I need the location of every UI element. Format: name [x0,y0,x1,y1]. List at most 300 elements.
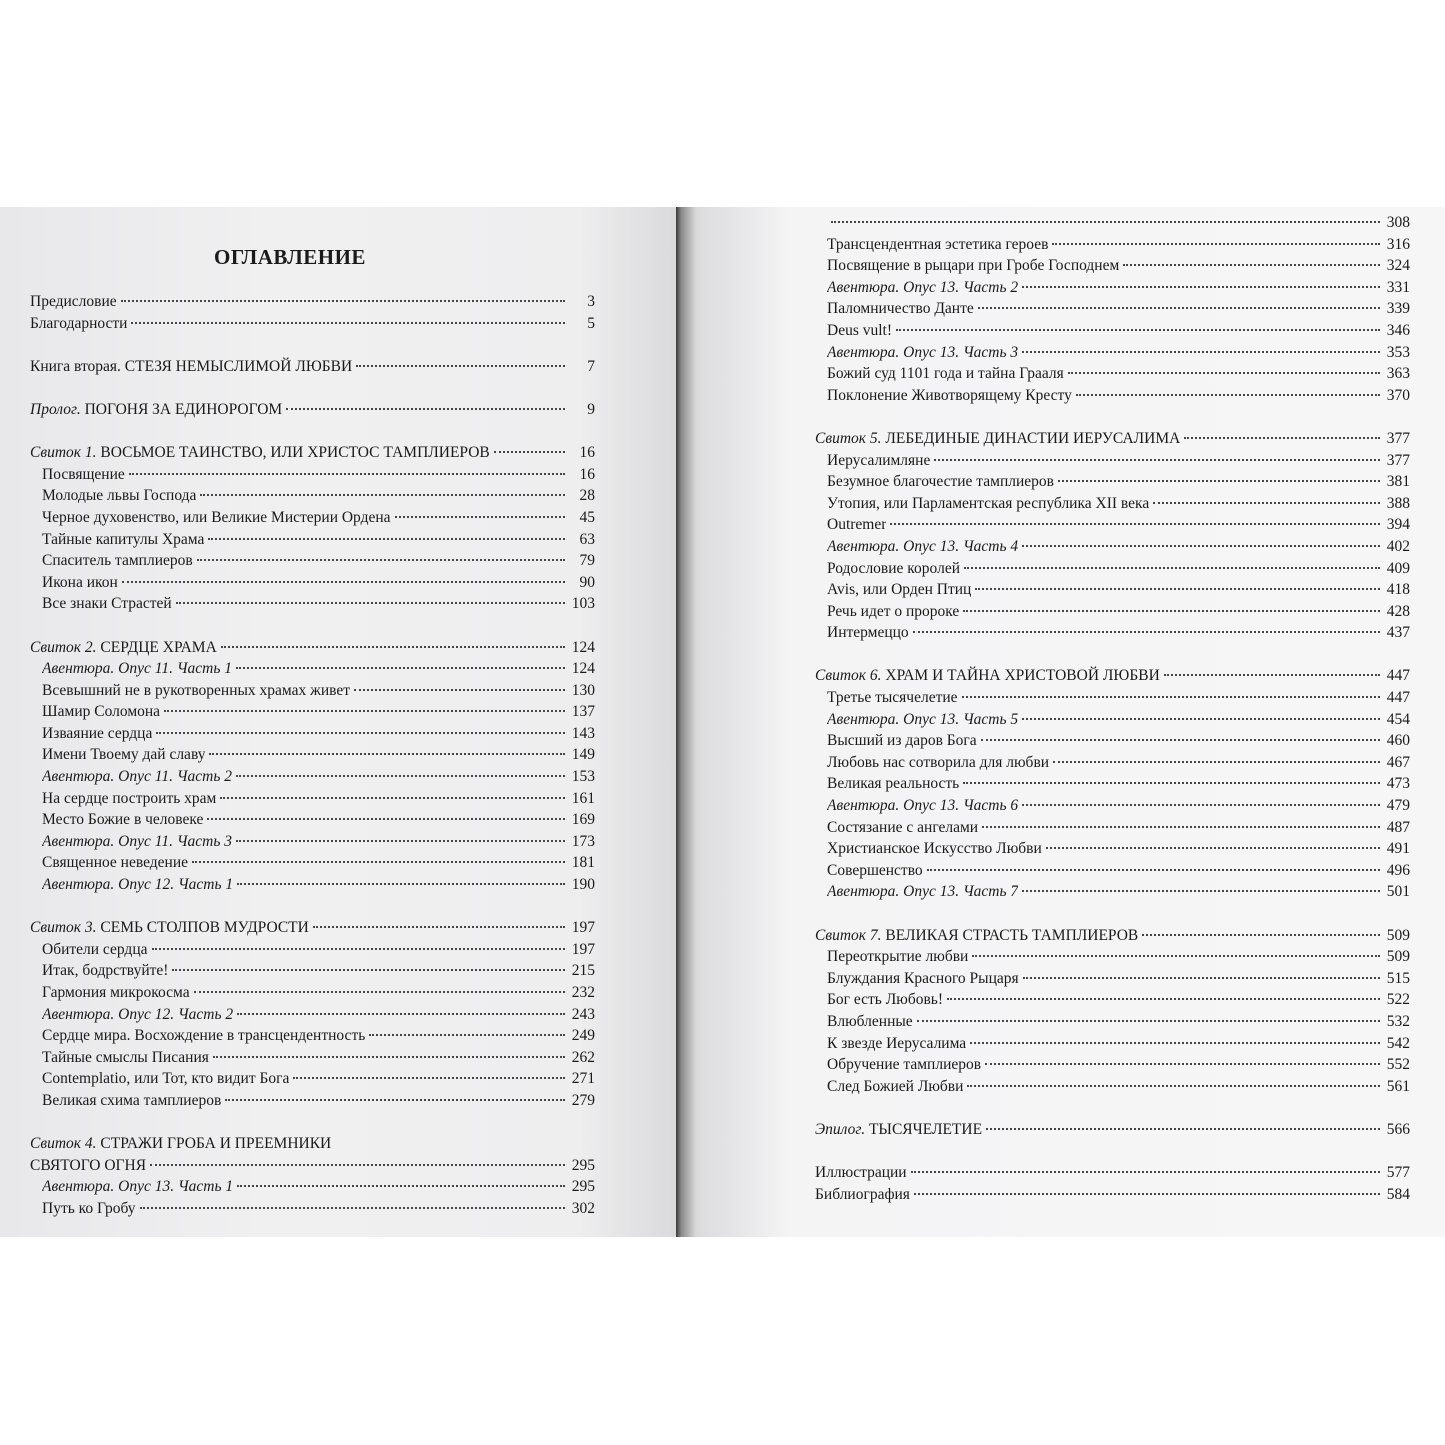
toc-entry-label [827,860,923,882]
dot-leader [911,1161,1380,1173]
toc-entry-text: Deus vult! [827,321,893,339]
toc-entry [30,529,595,551]
toc-entry [815,968,1410,990]
toc-entry [30,1004,595,1026]
toc-entry-text: СЕРДЦЕ ХРАМА [96,638,217,656]
toc-entry-label [827,1076,963,1098]
toc-entry-label [827,968,1019,990]
toc-entry-text: Любовь нас сотворила для любви [827,753,1050,771]
toc-entry [30,939,595,961]
toc-entry [815,665,1410,687]
toc-entry [30,442,595,464]
toc-entry [815,363,1410,385]
toc-entry-text: Интермеццо [827,624,909,642]
toc-entry-page: 370 [1386,386,1410,404]
toc-entry-page: 515 [1386,969,1410,987]
toc-entry-page: 9 [587,400,595,418]
toc-entry [815,514,1410,536]
toc-entry-label [30,1155,146,1177]
toc-entry-prefix: Свиток 4. [30,1135,97,1153]
toc-entry [815,925,1410,947]
toc-entry-label [42,572,118,594]
toc-entry-label [42,1025,365,1047]
toc-entry-text: Авентюра. Опус 13. Часть 4 [827,537,1019,555]
toc-entry-page: 377 [1386,451,1410,469]
toc-entry-label [827,255,1119,277]
toc-entry-text: Авентюра. Опус 13. Часть 7 [827,883,1019,901]
dot-leader [978,297,1380,309]
dot-leader [494,441,565,453]
toc-entry-page: 394 [1386,516,1410,534]
toc-entry-page: 243 [571,1005,595,1023]
toc-title: ОГЛАВЛЕНИЕ [214,245,366,269]
toc-entry-text: Авентюра. Опус 13. Часть 5 [827,710,1019,728]
toc-entry-page: 16 [579,444,595,462]
toc-entry-text: Все знаки Страстей [42,595,172,613]
toc-entry-label [42,1047,209,1069]
toc-entry-text: ВОСЬМОЕ ТАИНСТВО, ИЛИ ХРИСТОС ТАМПЛИЕРОВ [96,444,490,462]
toc-entry-page: 339 [1386,300,1410,318]
toc-entry-text: ТЫСЯЧЕЛЕТИЕ [865,1120,983,1138]
toc-entry-text: Имени Твоему дай славу [42,746,206,764]
toc-entry-label [827,752,1049,774]
toc-entry-text: Речь идет о пророке [827,602,960,620]
toc-entry-text: Икона икон [42,573,118,591]
toc-entry-text: Блуждания Красного Рыцаря [827,969,1019,987]
toc-entry [30,507,595,529]
toc-entry-page: 363 [1386,365,1410,383]
toc-entry-page: 460 [1386,732,1410,750]
toc-entry [30,1133,595,1155]
toc-entry-text: Иллюстрации [815,1164,907,1182]
dot-leader [237,1003,565,1015]
toc-entry-label [827,320,892,342]
toc-entry-label [827,342,1018,364]
toc-entry-text: Родословие королей [827,559,960,577]
toc-entry-label [42,1090,221,1112]
toc-entry-label [42,744,205,766]
toc-entry-text: Шамир Соломона [42,703,161,721]
toc-entry-text: СТРАЖИ ГРОБА И ПРЕЕМНИКИ [96,1135,332,1153]
toc-entry-label [827,493,1149,515]
dot-leader [369,1024,565,1036]
toc-entry-page: 271 [571,1070,595,1088]
toc-entry [30,464,595,486]
toc-entry-page: 302 [571,1199,595,1217]
toc-entry-label [827,989,943,1011]
toc-entry-label [30,917,309,939]
toc-entry-label [827,795,1018,817]
toc-entry [815,795,1410,817]
dot-leader [140,1197,565,1209]
toc-entry-page: 324 [1386,257,1410,275]
toc-entry-label [42,809,203,831]
toc-entry-text: Сердце мира. Восхождение в трансцендентность [42,1027,366,1045]
toc-entry-page: 542 [1386,1034,1410,1052]
dot-leader [208,528,565,540]
toc-entry-label [827,881,1018,903]
toc-entry-page: 215 [571,962,595,980]
toc-entry-label [827,773,959,795]
toc-entry-text: Великая схима тамплиеров [42,1091,222,1109]
toc-entry-text: К звезде Иерусалима [827,1034,967,1052]
dot-leader [152,938,566,950]
toc-entry-label [827,1054,981,1076]
toc-left-column [30,291,595,1220]
toc-entry-text: СЕМЬ СТОЛПОВ МУДРОСТИ [96,919,309,937]
dot-leader [913,621,1380,633]
toc-entry-text: Место Божие в человеке [42,811,204,829]
toc-entry-page: 331 [1386,278,1410,296]
toc-entry-page: 473 [1386,775,1410,793]
toc-entry [30,744,595,766]
toc-entry [30,356,595,378]
toc-entry-text: Обители сердца [42,940,148,958]
toc-entry-text: Авентюра. Опус 13. Часть 1 [42,1178,234,1196]
dot-leader [131,312,565,324]
toc-entry-page: 552 [1386,1056,1410,1074]
toc-entry-prefix: Эпилог. [815,1120,866,1138]
toc-entry [815,342,1410,364]
toc-entry-label [827,450,930,472]
toc-entry-text: Паломничество Данте [827,300,974,318]
toc-entry [815,212,1410,234]
dot-leader [192,851,565,863]
toc-entry-page: 279 [571,1091,595,1109]
dot-leader [129,463,565,475]
toc-entry-label [30,399,282,421]
toc-entry [815,730,1410,752]
toc-entry-page: 447 [1386,689,1410,707]
toc-entry-label [42,507,391,529]
dot-leader [967,1075,1380,1087]
toc-entry [30,291,595,313]
toc-entry [30,1155,595,1177]
toc-entry-page: 501 [1386,883,1410,901]
toc-entry-text: Outremer [827,516,887,534]
dot-leader [1164,664,1380,676]
toc-entry-text: Contemplatio, или Тот, кто видит Бога [42,1070,290,1088]
toc-entry-label [30,313,127,335]
toc-entry-label [42,960,168,982]
toc-entry-label [30,442,490,464]
dot-leader [1022,880,1380,892]
toc-entry-page: 346 [1386,321,1410,339]
toc-entry-label [42,982,190,1004]
dot-leader [964,557,1380,569]
toc-entry-page: 584 [1386,1185,1410,1203]
toc-entry [30,313,595,335]
dot-leader [395,506,565,518]
toc-entry-label [827,622,909,644]
toc-entry [815,450,1410,472]
dot-leader [890,513,1380,525]
toc-entry-text: ЛЕБЕДИНЫЕ ДИНАСТИИ ИЕРУСАЛИМА [881,429,1181,447]
toc-entry [815,1162,1410,1184]
toc-entry-text: Предисловие [30,293,117,310]
toc-entry [30,809,595,831]
toc-entry [30,917,595,939]
toc-entry [815,298,1410,320]
toc-entry-label [827,817,978,839]
dot-leader [156,722,565,734]
toc-entry-text: Великая реальность [827,775,960,793]
dot-leader [975,578,1380,590]
toc-entry [30,1090,595,1112]
toc-entry-page: 124 [571,660,595,678]
toc-entry-text: Путь ко Гробу [42,1199,136,1217]
dot-leader [981,729,1380,741]
toc-entry-label [827,579,971,601]
toc-entry-text: Посвящение в рыцари при Гробе Господнем [827,257,1120,275]
toc-entry-page: 161 [571,789,595,807]
toc-entry-page: 532 [1386,1012,1410,1030]
toc-entry-page: 5 [587,314,595,332]
dot-leader [963,772,1380,784]
dot-leader [917,1010,1380,1022]
toc-entry-page: 295 [571,1156,595,1174]
toc-entry [815,622,1410,644]
dot-leader [962,686,1380,698]
toc-entry-label [827,1033,966,1055]
toc-entry-label [827,536,1018,558]
toc-entry-text: Поклонение Животворящему Кресту [827,386,1072,404]
toc-entry-page: 308 [1386,214,1410,231]
toc-entry-text: Благодарности [30,314,128,332]
dot-leader [354,679,565,691]
dot-leader [986,1118,1380,1130]
toc-entry-page: 402 [1386,537,1410,555]
toc-entry-page: 577 [1386,1164,1410,1182]
toc-entry-prefix: Свиток 1. [30,444,97,462]
toc-entry-text: Трансцендентная эстетика героев [827,235,1049,253]
toc-entry-text: Авентюра. Опус 12. Часть 2 [42,1005,234,1023]
toc-entry-text: Высший из даров Бога [827,732,977,750]
toc-entry-page: 45 [579,508,595,526]
dot-leader [237,873,565,885]
dot-leader [927,859,1380,871]
toc-entry [815,1184,1410,1206]
toc-entry-text: На сердце построить храм [42,789,217,807]
toc-entry-page: 447 [1386,667,1410,685]
dot-leader [286,398,565,410]
dot-leader [1076,384,1380,396]
dot-leader [982,816,1380,828]
toc-entry-text: Священное неведение [42,854,188,872]
dot-leader [1023,967,1380,979]
toc-entry [815,385,1410,407]
dot-leader [1068,362,1380,374]
toc-entry-label [42,788,216,810]
toc-entry-text: Тайные капитулы Храма [42,530,205,548]
dot-leader [1022,341,1380,353]
toc-entry [815,881,1410,903]
dot-leader [1053,751,1380,763]
toc-entry [815,838,1410,860]
toc-entry [815,946,1410,968]
toc-entry [815,471,1410,493]
book-spread [0,207,1445,1237]
toc-entry-label [42,1004,233,1026]
toc-entry-label [42,723,152,745]
toc-entry-label [815,1119,982,1141]
dot-leader [934,449,1380,461]
dot-leader [122,571,565,583]
toc-entry-page: 377 [1386,429,1410,447]
toc-entry-page: 149 [571,746,595,764]
toc-entry-label [827,514,886,536]
toc-entry-label [42,766,232,788]
toc-entry-page: 437 [1386,624,1410,642]
toc-entry-label [815,428,1180,450]
dot-leader [236,765,565,777]
dot-leader [236,657,565,669]
toc-entry [30,1047,595,1069]
toc-entry-label [30,356,352,378]
toc-entry-label [827,298,974,320]
toc-entry [815,1119,1410,1141]
dot-leader [896,319,1380,331]
toc-entry-label [42,874,233,896]
toc-entry-page: 153 [571,768,595,786]
toc-entry-text: Утопия, или Парламентская республика XII века [827,494,1150,512]
toc-entry-label [42,831,232,853]
dot-leader [225,1089,565,1101]
toc-entry-page: 491 [1386,840,1410,858]
toc-entry-text: Авентюра. Опус 13. Часть 6 [827,797,1019,815]
toc-entry-label [827,234,1048,256]
toc-entry-page: 130 [571,681,595,699]
dot-leader [1184,427,1380,439]
toc-entry-text: Тайные смыслы Писания [42,1048,209,1066]
toc-entry-label [815,1162,907,1184]
toc-entry [30,831,595,853]
dot-leader [1052,233,1380,245]
toc-entry-prefix: Пролог. [30,400,81,418]
toc-entry-page: 487 [1386,818,1410,836]
dot-leader [194,981,565,993]
toc-entry [30,550,595,572]
toc-entry [30,572,595,594]
toc-entry-page: 353 [1386,343,1410,361]
toc-entry-label [30,1133,331,1155]
toc-entry-text: Бог есть Любовь! [827,991,944,1009]
toc-entry [815,234,1410,256]
toc-entry-text: СВЯТОГО ОГНЯ [30,1156,147,1174]
toc-entry-page: 137 [571,703,595,721]
dot-leader [963,600,1380,612]
toc-entry-page: 16 [579,465,595,483]
toc-entry-label [827,946,968,968]
toc-entry [815,752,1410,774]
toc-entry-text: ПОГОНЯ ЗА ЕДИНОРОГОМ [80,400,283,418]
dot-leader [293,1067,565,1079]
toc-entry-text: Спаситель тамплиеров [42,552,193,570]
right-page [700,207,1445,1237]
toc-entry [30,874,595,896]
toc-entry [30,1198,595,1220]
toc-entry-text: Переоткрытие любви [827,948,969,966]
toc-entry-text: Авентюра. Опус 13. Часть 3 [827,343,1019,361]
toc-entry [815,428,1410,450]
toc-entry-page: 232 [571,984,595,1001]
dot-leader [1123,254,1380,266]
toc-entry-page: 467 [1386,753,1410,771]
dot-leader [356,355,565,367]
toc-entry-text: Авентюра. Опус 11. Часть 3 [42,832,232,850]
toc-entry-page: 388 [1386,494,1410,512]
toc-entry-text: Состязание с ангелами [827,818,979,836]
dot-leader [1022,794,1380,806]
toc-entry [815,493,1410,515]
dot-leader [236,830,565,842]
toc-entry-label [42,1198,136,1220]
toc-entry [815,989,1410,1011]
toc-entry-text: Всевышний не в рукотворенных храмах живет [42,681,351,699]
toc-entry-label [815,1184,910,1206]
toc-entry [30,399,595,421]
dot-leader [947,988,1380,1000]
toc-entry-text: Божий суд 1101 года и тайна Грааля [827,365,1064,383]
toc-entry [815,773,1410,795]
dot-leader [164,700,565,712]
toc-entry-label [815,925,1138,947]
toc-entry-label [30,637,217,659]
toc-entry-page: 169 [571,811,595,829]
toc-entry-page: 479 [1386,797,1410,815]
toc-entry-page: 381 [1386,473,1410,491]
toc-entry [815,1054,1410,1076]
toc-entry-page: 566 [1386,1120,1410,1138]
toc-entry [815,277,1410,299]
toc-entry-prefix: Свиток 3. [30,919,97,937]
toc-entry [30,701,595,723]
toc-entry [815,601,1410,623]
toc-entry [30,766,595,788]
toc-entry-page: 454 [1386,710,1410,728]
dot-leader [150,1154,565,1166]
toc-entry-label [827,385,1072,407]
toc-entry-text: Совершенство [827,861,923,879]
toc-entry-page: 522 [1386,991,1410,1009]
toc-entry-page: 496 [1386,861,1410,879]
toc-entry-text: Библиография [815,1185,910,1203]
toc-entry [815,687,1410,709]
toc-entry-prefix: Свиток 2. [30,638,97,656]
toc-entry-label [827,601,959,623]
toc-entry [815,1033,1410,1055]
toc-entry-label [42,701,160,723]
toc-entry [30,723,595,745]
toc-entry-page: 295 [571,1178,595,1196]
dot-leader [197,549,565,561]
toc-entry-page: 249 [571,1027,595,1045]
dot-leader [213,1046,565,1058]
toc-entry [30,788,595,810]
toc-entry-label [827,471,1054,493]
toc-entry [815,320,1410,342]
toc-entry-text: Авентюра. Опус 13. Часть 2 [827,278,1019,296]
toc-entry-text: Итак, бодрствуйте! [42,962,169,980]
toc-entry-label [827,687,958,709]
toc-entry-page: 428 [1386,602,1410,620]
toc-entry-prefix: Свиток 5. [815,429,882,447]
toc-entry-page: 509 [1386,948,1410,966]
toc-entry-label [42,939,148,961]
toc-entry [30,1176,595,1198]
toc-entry [30,680,595,702]
toc-entry-text: ВЕЛИКАЯ СТРАСТЬ ТАМПЛИЕРОВ [881,926,1139,944]
